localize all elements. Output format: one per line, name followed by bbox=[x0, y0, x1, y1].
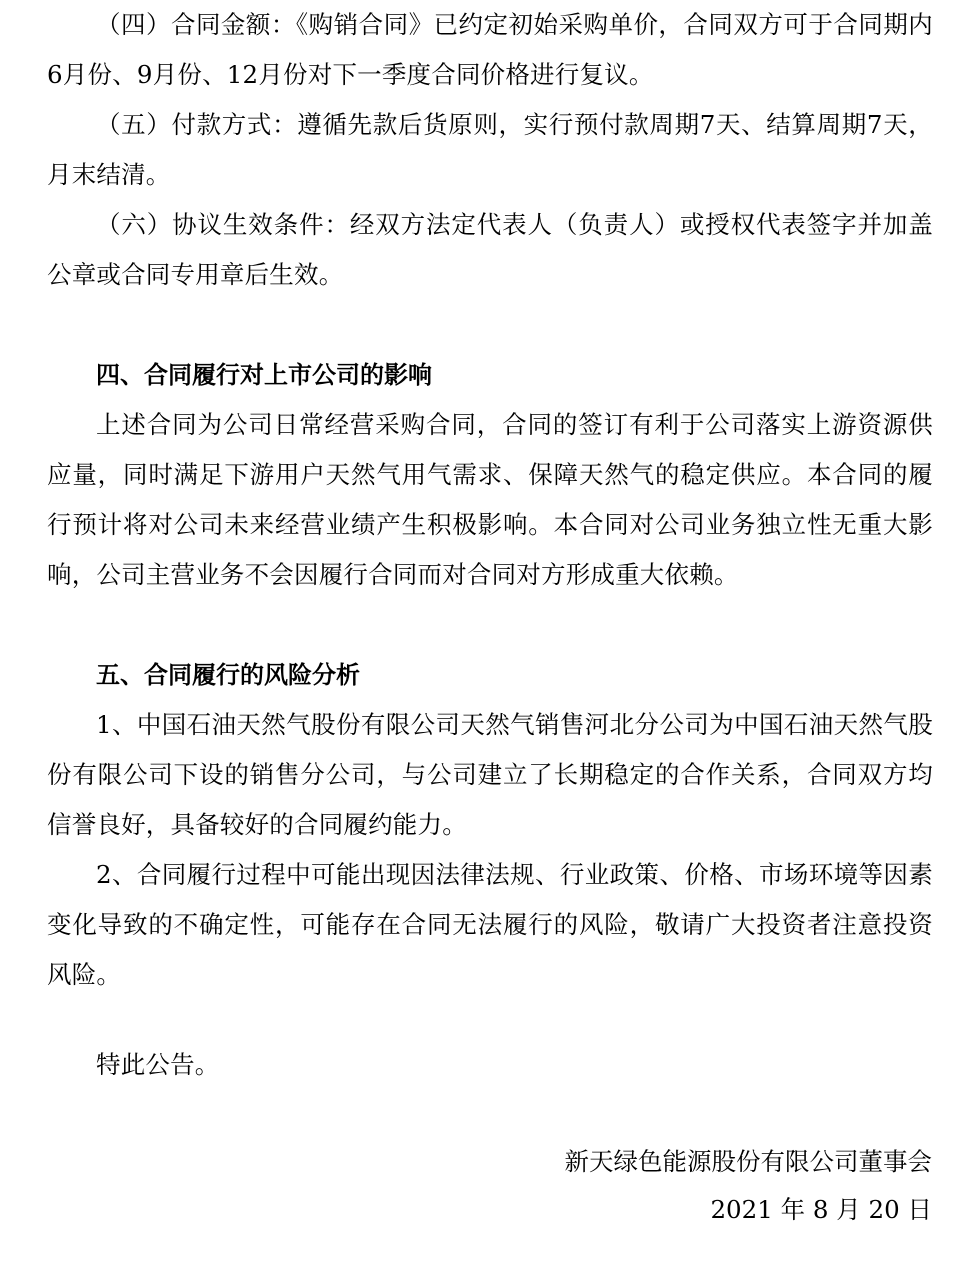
signature-company: 新天绿色能源股份有限公司董事会 bbox=[564, 1147, 932, 1176]
payment-method-paragraph: （五）付款方式：遵循先款后货原则，实行预付款周期7天、结算周期7天，月末结清。 bbox=[47, 110, 933, 189]
signature-date: 2021 年 8 月 20 日 bbox=[710, 1195, 932, 1224]
section4-heading: 四、合同履行对上市公司的影响 bbox=[96, 361, 432, 389]
risk-item-2: 2、合同履行过程中可能出现因法律法规、行业政策、价格、市场环境等因素变化导致的不确定性，可能存在合同无法履行的风险，敬请广大投资者注意投资风险。 bbox=[47, 860, 933, 989]
effective-condition-paragraph: （六）协议生效条件：经双方法定代表人（负责人）或授权代表签字并加盖公章或合同专用章后生效。 bbox=[47, 210, 933, 289]
section4-body: 上述合同为公司日常经营采购合同，合同的签订有利于公司落实上游资源供应量，同时满足下游用户天然气用气需求、保障天然气的稳定供应。本合同的履行预计将对公司未来经营业绩产生积极影响。本合同对公司业务独立性无重大影响，公司主营业务不会因履行合同而对合同对方形成重大依赖。 bbox=[47, 410, 933, 589]
closing-text: 特此公告。 bbox=[96, 1050, 220, 1079]
risk-item-1: 1、中国石油天然气股份有限公司天然气销售河北分公司为中国石油天然气股份有限公司下设的销售分公司，与公司建立了长期稳定的合作关系，合同双方均信誉良好，具备较好的合同履约能力。 bbox=[47, 710, 933, 839]
section5-heading: 五、合同履行的风险分析 bbox=[96, 661, 360, 689]
contract-amount-paragraph: （四）合同金额：《购销合同》已约定初始采购单价，合同双方可于合同期内6月份、9月份、12月份对下一季度合同价格进行复议。 bbox=[47, 10, 933, 89]
